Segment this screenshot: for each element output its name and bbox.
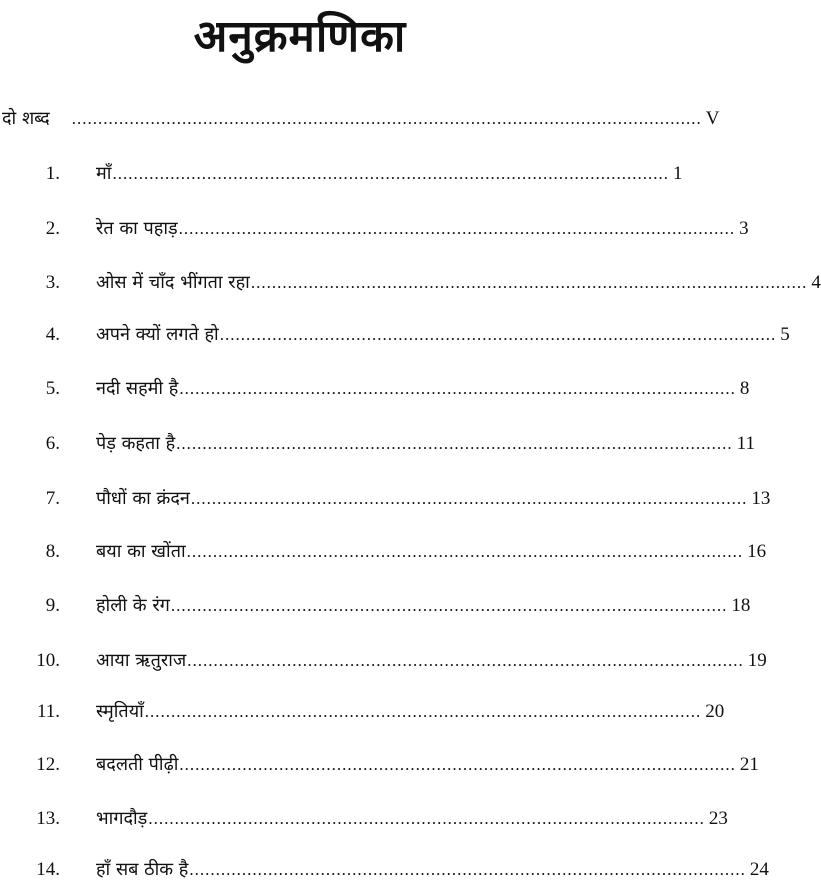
leader-dots: ..........................................................................................................	[190, 489, 748, 508]
entry-page: 16	[747, 541, 767, 562]
leader-dots: ..........................................................................................................	[219, 325, 777, 344]
entry-title: ओस में चाँद भींगता रहा	[96, 272, 250, 293]
leader-dots: ..........................................................................................................	[179, 755, 736, 774]
entry-number: 8.	[45, 541, 60, 562]
entry-title: होली के रंग	[96, 595, 170, 616]
entry-title: नदी सहमी है	[96, 378, 179, 399]
entry-page: 23	[708, 808, 728, 829]
leader-dots: ..........................................................................................................	[176, 434, 733, 453]
entry-page: 24	[749, 859, 769, 880]
entry-title: बदलती पीढ़ी	[96, 754, 179, 775]
entry-page: 20	[705, 701, 725, 722]
entry-page: 4	[811, 272, 821, 293]
entry-title: अपने क्यों लगते हो	[96, 324, 219, 345]
entry-number: 10.	[36, 650, 60, 671]
entry-page: 3	[739, 218, 749, 239]
entry-number: 7.	[45, 488, 60, 509]
leader-dots: ..........................................................................................................	[170, 596, 728, 615]
entry-page: 1	[672, 163, 683, 184]
leader-dots: ..........................................................................................................	[144, 702, 702, 721]
entry-number: 4.	[45, 324, 60, 345]
entry-page: 11	[736, 433, 755, 454]
preface-title: दो शब्द	[2, 108, 50, 129]
entry-number: 3.	[45, 272, 60, 293]
entry-number: 13.	[36, 808, 60, 829]
entry-number: 9.	[45, 595, 60, 616]
entry-page: 8	[739, 378, 750, 399]
entry-number: 12.	[36, 754, 60, 775]
leader-dots: ..........................................................................................................	[189, 860, 746, 879]
entry-number: 14.	[36, 859, 60, 880]
entry-number: 1.	[45, 163, 60, 184]
entry-number: 6.	[45, 433, 60, 454]
toc-entry	[12, 268, 821, 298]
entry-number: 2.	[45, 218, 60, 239]
entry-page: 19	[747, 650, 767, 671]
toc-entry	[12, 646, 767, 676]
entry-number: 5.	[45, 378, 60, 399]
entry-page: 21	[739, 754, 759, 775]
leader-dots: ..........................................................................................................	[186, 542, 744, 561]
entry-title: बया का खोंता	[96, 541, 186, 562]
leader-dots: ..........................................................................................................	[250, 273, 808, 292]
leader-dots: ..........................................................................................................	[148, 809, 705, 828]
entry-page: 18	[731, 595, 751, 616]
toc-entry	[12, 484, 771, 514]
entry-page: 13	[751, 488, 771, 509]
entry-title: पेड़ कहता है	[96, 433, 176, 454]
toc-entry	[12, 320, 790, 350]
toc-entry	[12, 537, 767, 567]
entry-title: आया ऋतुराज	[96, 650, 187, 671]
toc-entry	[12, 159, 683, 189]
entry-page: 5	[780, 324, 790, 345]
entry-number: 11.	[36, 701, 60, 722]
toc-entry	[12, 591, 751, 621]
entry-title: पौधों का क्रंदन	[96, 488, 190, 509]
toc-entry	[12, 804, 728, 834]
toc-entry	[12, 374, 750, 404]
toc-entry	[12, 429, 755, 459]
leader-dots: ..........................................................................................................	[178, 219, 736, 238]
leader-dots: ..........................................................................................................	[179, 379, 736, 398]
page-title: अनुक्रमणिका	[193, 11, 407, 62]
entry-title: रेत का पहाड़	[96, 218, 178, 239]
toc-entry	[12, 750, 759, 780]
toc-entry	[12, 214, 749, 244]
entry-title: माँ	[96, 163, 112, 184]
entry-title: स्मृतियाँ	[96, 701, 144, 722]
preface-page: V	[705, 108, 720, 129]
toc-entry	[12, 697, 725, 727]
entry-title: हाँ सब ठीक है	[96, 859, 189, 880]
toc-preface	[0, 104, 720, 134]
leader-dots: ..........................................................................................................	[112, 164, 669, 183]
entry-title: भागदौड़	[96, 808, 148, 829]
leader-dots: ..........................................................................................................	[187, 651, 744, 670]
toc-entry	[12, 855, 769, 885]
leader-dots: ........................................................................................................................	[71, 109, 702, 128]
